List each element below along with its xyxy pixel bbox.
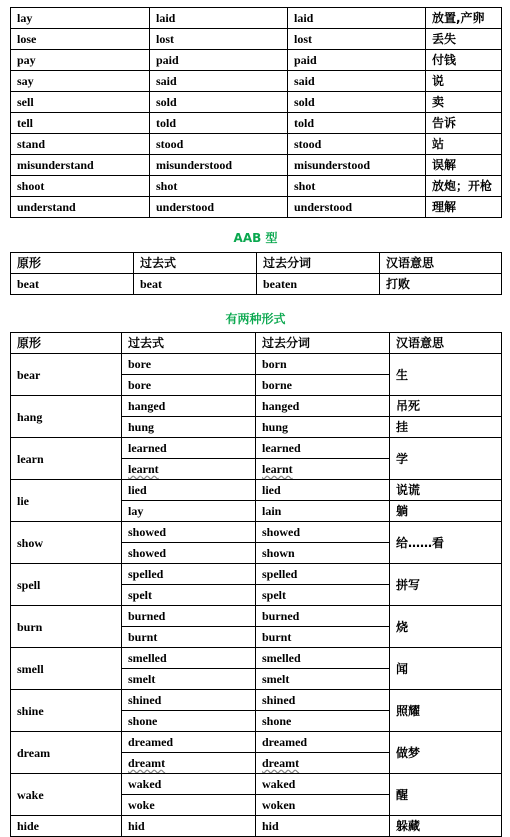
form-variant: shined	[122, 690, 255, 711]
past-tense-cell	[122, 396, 256, 438]
form-variant: dreamed	[256, 732, 389, 753]
meaning-cell: 学	[390, 438, 502, 480]
meaning-variant: 说谎	[390, 480, 501, 501]
meaning-cell: 闻	[390, 648, 502, 690]
column-header: 原形	[11, 333, 122, 354]
table-row	[11, 176, 502, 197]
past-participle-cell	[256, 606, 390, 648]
base-form-cell: wake	[11, 774, 122, 816]
meaning-cell: 烧	[390, 606, 502, 648]
table-row	[11, 71, 502, 92]
base-form-cell: shine	[11, 690, 122, 732]
base-form-cell: hang	[11, 396, 122, 438]
past-participle-cell: understood	[288, 197, 426, 218]
past-participle-cell	[256, 564, 390, 606]
form-variant: lied	[256, 480, 389, 501]
meaning-cell: 付钱	[426, 50, 502, 71]
form-variant: smelt	[262, 672, 290, 686]
form-variant: hanged	[122, 396, 255, 417]
past-tense-cell: understood	[150, 197, 288, 218]
base-form-cell: sell	[11, 92, 150, 113]
past-tense-cell: said	[150, 71, 288, 92]
meaning-variant: 吊死	[390, 396, 501, 417]
meaning-cell: 躲藏	[390, 816, 502, 837]
base-form-cell: pay	[11, 50, 150, 71]
form-variant: woke	[128, 798, 155, 812]
base-form-cell: say	[11, 71, 150, 92]
base-form-cell: bear	[11, 354, 122, 396]
past-tense-cell	[122, 522, 256, 564]
form-variant: burnt	[262, 630, 292, 644]
table-row	[11, 396, 502, 438]
past-tense-cell: beat	[134, 274, 257, 295]
meaning-cell: 放炮；开枪	[426, 176, 502, 197]
column-header: 原形	[11, 253, 134, 274]
header-row	[11, 333, 502, 354]
form-variant: bore	[128, 378, 152, 392]
base-form-cell: smell	[11, 648, 122, 690]
table-row	[11, 155, 502, 176]
past-participle-cell: paid	[288, 50, 426, 71]
form-variant: smelt	[128, 672, 156, 686]
table-row	[11, 564, 502, 606]
form-variant: learned	[256, 438, 389, 459]
meaning-cell: 丢失	[426, 29, 502, 50]
aab-table	[10, 252, 502, 295]
table-row	[11, 113, 502, 134]
base-form-cell: spell	[11, 564, 122, 606]
meaning-cell: 说	[426, 71, 502, 92]
past-participle-cell: beaten	[257, 274, 380, 295]
form-variant: learned	[122, 438, 255, 459]
form-variant: borne	[262, 378, 292, 392]
form-variant: showed	[122, 522, 255, 543]
form-variant: waked	[122, 774, 255, 795]
meaning-cell: 理解	[426, 197, 502, 218]
base-form-cell: burn	[11, 606, 122, 648]
past-participle-cell	[256, 354, 390, 396]
table-row	[11, 29, 502, 50]
header-row	[11, 253, 502, 274]
past-participle-cell	[256, 648, 390, 690]
form-variant: woken	[262, 798, 296, 812]
meaning-cell: 给……看	[390, 522, 502, 564]
form-variant: dreamt	[262, 756, 300, 770]
base-form-cell: understand	[11, 197, 150, 218]
past-participle-cell: told	[288, 113, 426, 134]
table-row	[11, 197, 502, 218]
base-form-cell: show	[11, 522, 122, 564]
base-form-cell: misunderstand	[11, 155, 150, 176]
table-row	[11, 274, 502, 295]
base-form-cell: tell	[11, 113, 150, 134]
form-variant: burned	[256, 606, 389, 627]
table-row	[11, 354, 502, 396]
form-variant: learnt	[262, 462, 293, 476]
table-row	[11, 8, 502, 29]
past-participle-cell	[256, 438, 390, 480]
past-participle-cell: sold	[288, 92, 426, 113]
past-tense-cell	[122, 438, 256, 480]
base-form-cell: lie	[11, 480, 122, 522]
form-variant: dreamt	[128, 756, 166, 770]
past-participle-cell: lost	[288, 29, 426, 50]
form-variant: lied	[122, 480, 255, 501]
column-header: 过去式	[134, 253, 257, 274]
form-variant: lain	[262, 504, 282, 518]
base-form-cell: learn	[11, 438, 122, 480]
form-variant: learnt	[128, 462, 159, 476]
meaning-cell: 照耀	[390, 690, 502, 732]
meaning-variant: 躺	[396, 504, 409, 518]
meaning-cell: 卖	[426, 92, 502, 113]
table-row	[11, 480, 502, 522]
form-variant: shown	[262, 546, 295, 560]
form-variant: shined	[256, 690, 389, 711]
form-variant: shone	[262, 714, 292, 728]
column-header: 过去分词	[257, 253, 380, 274]
table-row	[11, 522, 502, 564]
past-participle-cell: hid	[256, 816, 390, 837]
section-title-two-forms: 有两种形式	[225, 312, 286, 326]
past-tense-cell: misunderstood	[150, 155, 288, 176]
past-participle-cell: said	[288, 71, 426, 92]
past-participle-cell: shot	[288, 176, 426, 197]
base-form-cell: dream	[11, 732, 122, 774]
column-header: 汉语意思	[390, 333, 502, 354]
form-variant: hung	[262, 420, 289, 434]
table-row	[11, 438, 502, 480]
past-tense-cell: told	[150, 113, 288, 134]
meaning-cell	[390, 396, 502, 438]
meaning-cell: 告诉	[426, 113, 502, 134]
meaning-cell: 站	[426, 134, 502, 155]
form-variant: showed	[128, 546, 167, 560]
form-variant: lay	[128, 504, 144, 518]
base-form-cell: beat	[11, 274, 134, 295]
column-header: 汉语意思	[380, 253, 502, 274]
table-row	[11, 134, 502, 155]
past-tense-cell	[122, 690, 256, 732]
form-variant: spelled	[122, 564, 255, 585]
past-participle-cell: stood	[288, 134, 426, 155]
past-participle-cell	[256, 690, 390, 732]
past-participle-cell	[256, 774, 390, 816]
table-row	[11, 732, 502, 774]
past-tense-cell: paid	[150, 50, 288, 71]
form-variant: dreamed	[122, 732, 255, 753]
base-form-cell: lay	[11, 8, 150, 29]
past-participle-cell: misunderstood	[288, 155, 426, 176]
base-form-cell: lose	[11, 29, 150, 50]
past-tense-cell	[122, 606, 256, 648]
form-variant: spelt	[262, 588, 286, 602]
table-row	[11, 816, 502, 837]
form-variant: shone	[128, 714, 158, 728]
past-tense-cell: laid	[150, 8, 288, 29]
form-variant: smelled	[122, 648, 255, 669]
past-tense-cell: hid	[122, 816, 256, 837]
meaning-cell	[390, 480, 502, 522]
past-tense-cell	[122, 354, 256, 396]
column-header: 过去式	[122, 333, 256, 354]
meaning-cell: 放置,产卵	[426, 8, 502, 29]
past-tense-cell	[122, 564, 256, 606]
past-participle-cell	[256, 732, 390, 774]
form-variant: spelled	[256, 564, 389, 585]
base-form-cell: shoot	[11, 176, 150, 197]
form-variant: showed	[256, 522, 389, 543]
form-variant: born	[256, 354, 389, 375]
past-tense-cell: shot	[150, 176, 288, 197]
irregular-verbs-table-top	[10, 7, 502, 218]
past-tense-cell	[122, 732, 256, 774]
meaning-cell: 做梦	[390, 732, 502, 774]
meaning-cell: 打败	[380, 274, 502, 295]
table-row	[11, 648, 502, 690]
table-row	[11, 606, 502, 648]
meaning-cell: 拼写	[390, 564, 502, 606]
form-variant: smelled	[256, 648, 389, 669]
table-row	[11, 50, 502, 71]
section-title-aab: AAB 型	[233, 231, 278, 245]
form-variant: waked	[256, 774, 389, 795]
base-form-cell: stand	[11, 134, 150, 155]
form-variant: hanged	[256, 396, 389, 417]
form-variant: bore	[122, 354, 255, 375]
past-tense-cell: lost	[150, 29, 288, 50]
past-participle-cell	[256, 396, 390, 438]
form-variant: burnt	[128, 630, 158, 644]
meaning-cell: 生	[390, 354, 502, 396]
past-participle-cell: laid	[288, 8, 426, 29]
form-variant: spelt	[128, 588, 152, 602]
table-row	[11, 690, 502, 732]
table-row	[11, 92, 502, 113]
form-variant: burned	[122, 606, 255, 627]
past-tense-cell	[122, 648, 256, 690]
past-participle-cell	[256, 480, 390, 522]
meaning-variant: 挂	[396, 420, 409, 434]
past-tense-cell: stood	[150, 134, 288, 155]
base-form-cell: hide	[11, 816, 122, 837]
table-row	[11, 774, 502, 816]
meaning-cell: 醒	[390, 774, 502, 816]
past-tense-cell	[122, 774, 256, 816]
past-tense-cell	[122, 480, 256, 522]
two-forms-table	[10, 332, 502, 837]
form-variant: hung	[128, 420, 155, 434]
column-header: 过去分词	[256, 333, 390, 354]
past-participle-cell	[256, 522, 390, 564]
meaning-cell: 误解	[426, 155, 502, 176]
past-tense-cell: sold	[150, 92, 288, 113]
